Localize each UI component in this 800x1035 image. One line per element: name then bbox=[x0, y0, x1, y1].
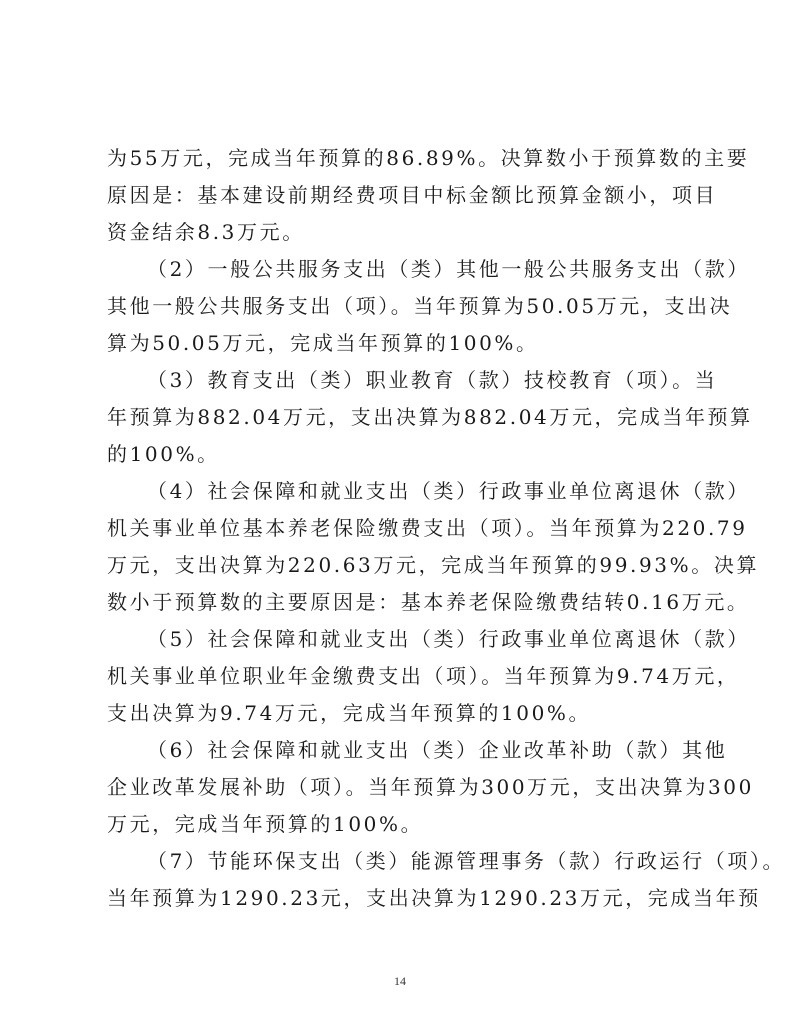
text-line-4: （2）一般公共服务支出（类）其他一般公共服务支出（款） bbox=[147, 257, 750, 281]
text-line-2: 原因是：基本建设前期经费项目中标金额比预算金额小，项目 bbox=[107, 183, 718, 207]
text-line-19: 万元，完成当年预算的100%。 bbox=[107, 812, 424, 836]
text-line-18: 企业改革发展补助（项）。当年预算为300万元，支出决算为300 bbox=[107, 775, 754, 799]
text-line-3: 资金结余8.3万元。 bbox=[107, 220, 305, 244]
text-line-16: 支出决算为9.74万元，完成当年预算的100%。 bbox=[107, 701, 592, 725]
text-line-12: 万元，支出决算为220.63万元，完成当年预算的99.93%。决算 bbox=[107, 553, 760, 577]
text-line-10: （4）社会保障和就业支出（类）行政事业单位离退休（款） bbox=[147, 479, 750, 503]
text-line-5: 其他一般公共服务支出（项）。当年预算为50.05万元，支出决 bbox=[107, 294, 733, 318]
text-line-13: 数小于预算数的主要原因是：基本养老保险缴费结转0.16万元。 bbox=[107, 590, 750, 614]
text-line-20: （7）节能环保支出（类）能源管理事务（款）行政运行（项）。 bbox=[147, 849, 786, 873]
text-line-15: 机关事业单位职业年金缴费支出（项）。当年预算为9.74万元， bbox=[107, 664, 740, 688]
page-number: 14 bbox=[394, 974, 406, 988]
text-line-8: 年预算为882.04万元，支出决算为882.04万元，完成当年预算 bbox=[107, 405, 753, 429]
text-line-17: （6）社会保障和就业支出（类）企业改革补助（款）其他 bbox=[147, 738, 728, 762]
text-line-6: 算为50.05万元，完成当年预算的100%。 bbox=[107, 331, 539, 355]
text-line-9: 的100%。 bbox=[107, 442, 220, 466]
text-line-14: （5）社会保障和就业支出（类）行政事业单位离退休（款） bbox=[147, 627, 750, 651]
text-line-7: （3）教育支出（类）职业教育（款）技校教育（项）。当 bbox=[147, 368, 718, 392]
text-line-1: 为55万元，完成当年预算的86.89%。决算数小于预算数的主要 bbox=[107, 146, 750, 170]
text-line-21: 当年预算为1290.23元，支出决算为1290.23万元，完成当年预 bbox=[107, 886, 761, 910]
text-line-11: 机关事业单位基本养老保险缴费支出（项）。当年预算为220.79 bbox=[107, 516, 748, 540]
